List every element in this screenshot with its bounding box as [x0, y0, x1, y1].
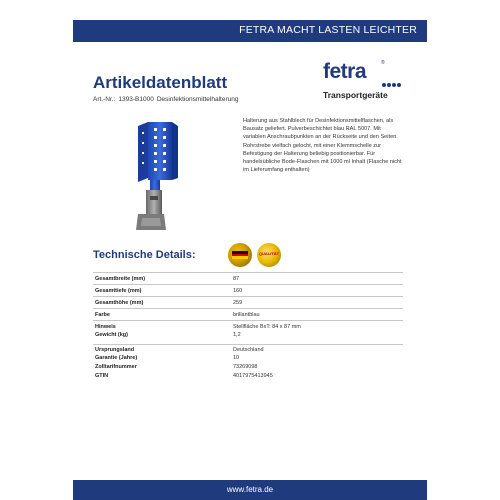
spec-row — [93, 344, 403, 353]
article-number-line — [93, 96, 241, 103]
spec-key: Ursprungsland — [95, 346, 135, 353]
spec-row — [93, 362, 403, 371]
spec-key: Farbe — [95, 312, 110, 318]
article-name: Desinfektionsmittelhalterung — [156, 96, 239, 103]
spec-key: Gesamtbreite (mm) — [95, 276, 146, 282]
spec-row — [93, 284, 403, 296]
product-description: Halterung aus Stahlblech für Desinfektionsmittelflaschen, als Bausatz geliefert. Pulverbeschichtet blau RAL 5007. Mit variablen Anschraubpunkten an der Rückseite und den Seiten. Rohrstrebe vielfach gelocht, mit einer Klemmschelle zur Befestigung der Halterung beliebig positionierbar. Für handelsübliche Bode-Flaschen mit 1000 ml Inhalt (Flasche nicht im Lieferumfang enthalten) — [243, 118, 402, 174]
logo-registered-mark: ® — [381, 60, 385, 66]
spec-row — [93, 353, 403, 362]
page-title: Artikeldatenblatt — [93, 73, 228, 92]
fetra-logo — [323, 60, 403, 100]
spec-key: Hinweis — [95, 324, 116, 330]
spec-key: Zolltarifnummer — [95, 363, 137, 370]
made-in-germany-badge-icon — [228, 243, 252, 267]
logo-wordmark: fetra — [323, 60, 367, 83]
quality-seal-text: QUALITÄT — [258, 251, 280, 256]
spec-row — [93, 320, 403, 332]
product-image — [128, 118, 183, 238]
section-title-technical-details: Technische Details: — [93, 249, 196, 261]
spec-value: 4017975413945 — [233, 372, 273, 379]
logo-tagline: Transportgeräte — [323, 90, 388, 100]
spec-value: 10 — [233, 354, 240, 361]
spec-row — [93, 371, 403, 380]
spec-row — [93, 332, 403, 342]
article-number-label: Art.-Nr.: — [93, 96, 116, 103]
spec-row — [93, 272, 403, 284]
spec-row — [93, 296, 403, 308]
quality-seal-icon — [257, 243, 281, 267]
datasheet-page — [73, 0, 427, 500]
spec-value: 87 — [233, 276, 240, 282]
footer-url[interactable]: www.fetra.de — [226, 485, 274, 494]
spec-key: Gesamthöhe (mm) — [95, 300, 144, 306]
spec-table — [93, 272, 403, 380]
spec-row — [93, 308, 403, 320]
footer-bar — [73, 480, 427, 500]
spec-key: Gewicht (kg) — [95, 332, 129, 338]
spec-value: Deutschland — [233, 346, 264, 353]
spec-value: brillantblau — [233, 312, 260, 318]
spec-value: 1,2 — [233, 332, 241, 338]
spec-value: Stellfläche BxT: 84 x 87 mm — [233, 324, 301, 330]
header-bar — [73, 20, 427, 42]
spec-key: GTIN — [95, 372, 109, 379]
header-slogan: FETRA MACHT LASTEN LEICHTER — [239, 24, 417, 36]
spec-key: Garantie (Jahre) — [95, 354, 138, 361]
spec-value: 259 — [233, 300, 243, 306]
spec-value: 73269098 — [233, 363, 258, 370]
spec-key: Gesamttiefe (mm) — [95, 288, 142, 294]
spec-value: 160 — [233, 288, 243, 294]
article-number: 1393-B1000 — [118, 96, 154, 103]
